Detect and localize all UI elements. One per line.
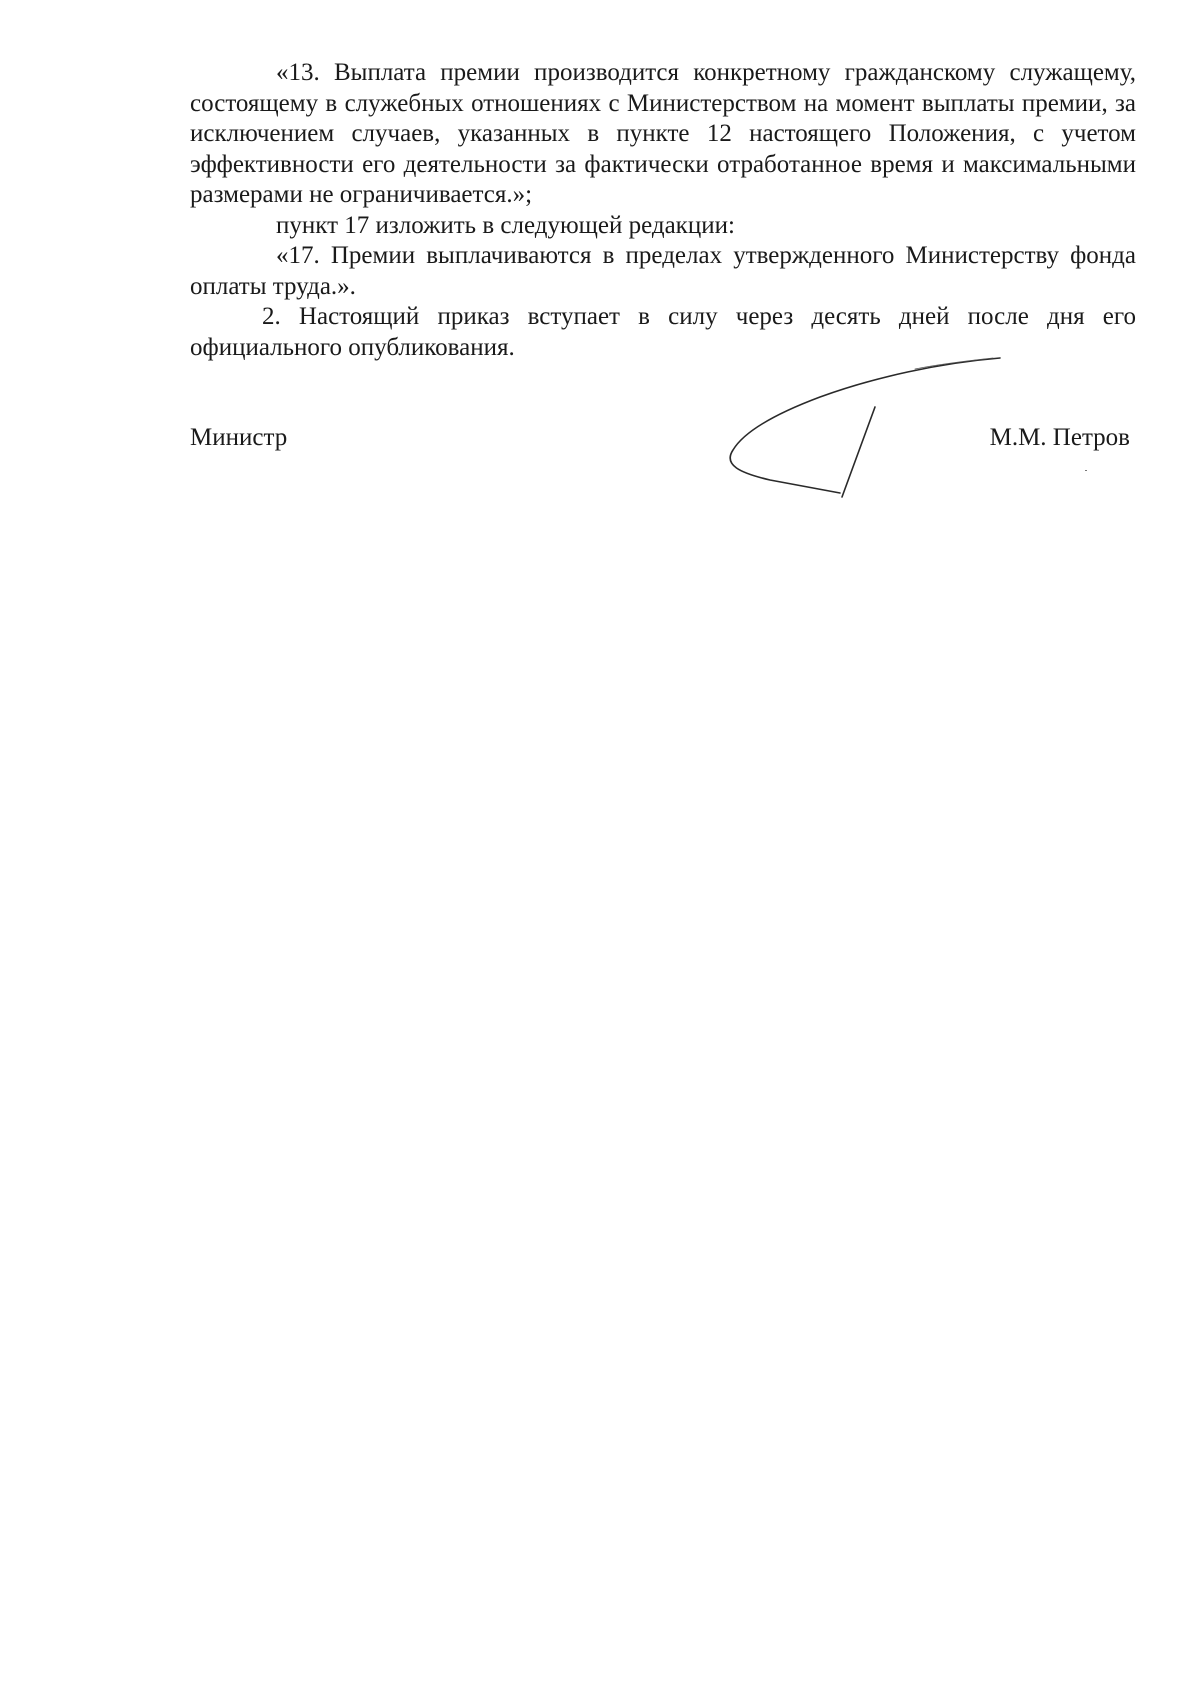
signatory-name: М.М. Петров (989, 424, 1130, 451)
handwritten-signature (725, 355, 1015, 505)
paragraph-item-17-intro: пункт 17 изложить в следующей редакции: (276, 211, 735, 239)
document-body (190, 58, 1136, 363)
paragraph-effective-date: 2. Настоящий приказ вступает в силу через десять дней после дня его официального опубликования. (190, 303, 1136, 361)
signatory-position: Министр (190, 424, 288, 451)
paragraph-item-17: «17. Премии выплачиваются в пределах утвержденного Министерству фонда оплаты труда.». (190, 242, 1136, 300)
scan-speck (1085, 470, 1087, 471)
paragraph-item-13: «13. Выплата премии производится конкретному гражданскому служащему, состоящему в служебных отношениях с Министерством на момент выплаты премии, за исключением случаев, указанных в пункте 12 настоящего Положения, с учетом эффективности его деятельности за фактически отработанное время и максимальными размерами не ограничивается.»; (190, 59, 1136, 208)
